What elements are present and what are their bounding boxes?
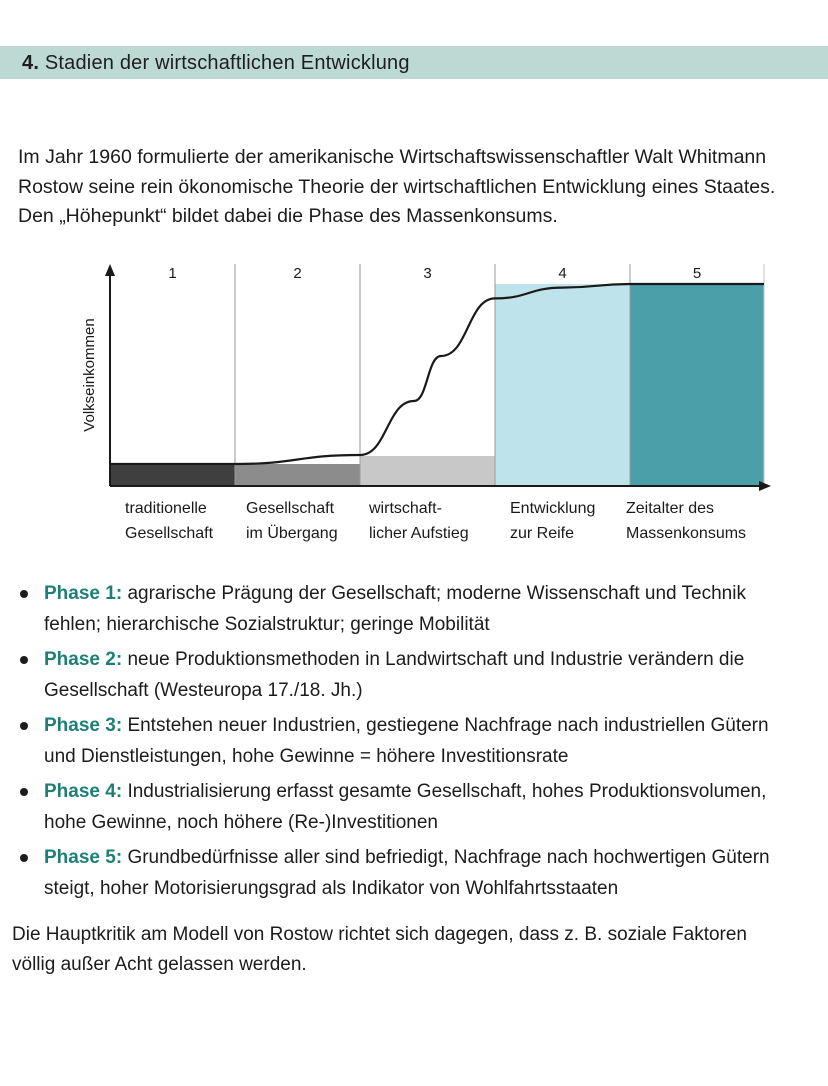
list-item bbox=[18, 644, 818, 706]
phase-text-continued: fehlen; hierarchische Sozialstruktur; geringe Mobilität bbox=[44, 614, 490, 635]
stage-label-line-1: Zeitalter des bbox=[626, 500, 715, 517]
stage-label-line-2: Gesellschaft bbox=[125, 525, 214, 542]
list-item bbox=[18, 578, 818, 640]
intro-line-1: Im Jahr 1960 formulierte der amerikanische Wirtschaftswissenschaftler Walt Whitmann bbox=[18, 146, 767, 168]
phase-text-continued: hohe Gewinne, noch höhere (Re-)Investitionen bbox=[44, 812, 438, 833]
stage-label-line-2: im Übergang bbox=[246, 525, 338, 542]
bullet-icon bbox=[20, 722, 28, 730]
phase-text-continued: Gesellschaft (Westeuropa 17./18. Jh.) bbox=[44, 680, 363, 701]
stage-band-4 bbox=[495, 284, 630, 486]
section-header bbox=[0, 46, 828, 79]
intro-line-3: Den „Höhepunkt“ bildet dabei die Phase des Massenkonsums. bbox=[18, 205, 558, 227]
stage-band-1 bbox=[110, 464, 235, 486]
stage-band-5 bbox=[630, 284, 764, 486]
stage-label-line-1: wirtschaft- bbox=[369, 500, 442, 517]
list-item bbox=[18, 776, 818, 838]
stage-number: 1 bbox=[168, 265, 177, 282]
stage-number: 3 bbox=[423, 265, 432, 282]
phase-label: Phase 3: bbox=[44, 715, 123, 736]
phase-text-continued: und Dienstleistungen, hohe Gewinne = höhere Investitionsrate bbox=[44, 746, 569, 767]
phase-text: Entstehen neuer Industrien, gestiegene Nachfrage nach industriellen Gütern bbox=[127, 715, 769, 736]
section-title bbox=[22, 52, 410, 75]
section-title-text: Stadien der wirtschaftlichen Entwicklung bbox=[44, 52, 410, 74]
stage-number: 4 bbox=[558, 265, 567, 282]
phase-text-continued: steigt, hoher Motorisierungsgrad als Indikator von Wohlfahrtsstaaten bbox=[44, 878, 619, 899]
stage-label-line-2: Massenkonsums bbox=[626, 525, 747, 542]
summary-line-2: völlig außer Acht gelassen werden. bbox=[12, 954, 307, 975]
bullet-icon bbox=[20, 656, 28, 664]
stage-label-line-1: Gesellschaft bbox=[246, 500, 335, 517]
phase-label: Phase 4: bbox=[44, 781, 123, 802]
phase-text: neue Produktionsmethoden in Landwirtschaft und Industrie verändern die bbox=[127, 649, 745, 670]
phase-label: Phase 2: bbox=[44, 649, 123, 670]
phase-list bbox=[18, 578, 818, 908]
y-axis-label: Volkseinkommen bbox=[81, 318, 98, 432]
summary-paragraph bbox=[12, 920, 812, 980]
stage-number: 5 bbox=[692, 265, 702, 282]
intro-paragraph bbox=[18, 143, 818, 232]
bullet-icon bbox=[20, 788, 28, 796]
phase-text: Industrialisierung erfasst gesamte Gesellschaft, hohes Produktionsvolumen, bbox=[127, 781, 767, 802]
y-axis-arrow-icon bbox=[105, 264, 115, 276]
section-number: 4. bbox=[22, 52, 40, 74]
bullet-icon bbox=[20, 590, 28, 598]
stage-label-line-2: zur Reife bbox=[510, 525, 575, 542]
x-axis-arrow-icon bbox=[759, 481, 771, 491]
stage-band-3 bbox=[360, 456, 495, 486]
phase-text: agrarische Prägung der Gesellschaft; moderne Wissenschaft und Technik bbox=[127, 583, 746, 604]
stage-label-line-1: Entwicklung bbox=[510, 500, 596, 517]
phase-text: Grundbedürfnisse aller sind befriedigt, Nachfrage nach hochwertigen Gütern bbox=[127, 847, 770, 868]
stage-label-line-1: traditionelle bbox=[125, 500, 207, 517]
stage-band-2 bbox=[235, 464, 360, 486]
stage-number: 2 bbox=[293, 265, 302, 282]
list-item bbox=[18, 842, 818, 904]
intro-line-2: Rostow seine rein ökonomische Theorie der wirtschaftlichen Entwicklung eines Staates. bbox=[18, 175, 776, 198]
summary-line-1: Die Hauptkritik am Modell von Rostow richtet sich dagegen, dass z. B. soziale Faktoren bbox=[12, 924, 747, 945]
list-item bbox=[18, 710, 818, 772]
phase-label: Phase 1: bbox=[44, 583, 123, 604]
bullet-icon bbox=[20, 854, 28, 862]
stage-label-line-2: licher Aufstieg bbox=[369, 525, 469, 542]
rostow-stages-chart bbox=[70, 250, 770, 550]
phase-label: Phase 5: bbox=[44, 847, 123, 868]
